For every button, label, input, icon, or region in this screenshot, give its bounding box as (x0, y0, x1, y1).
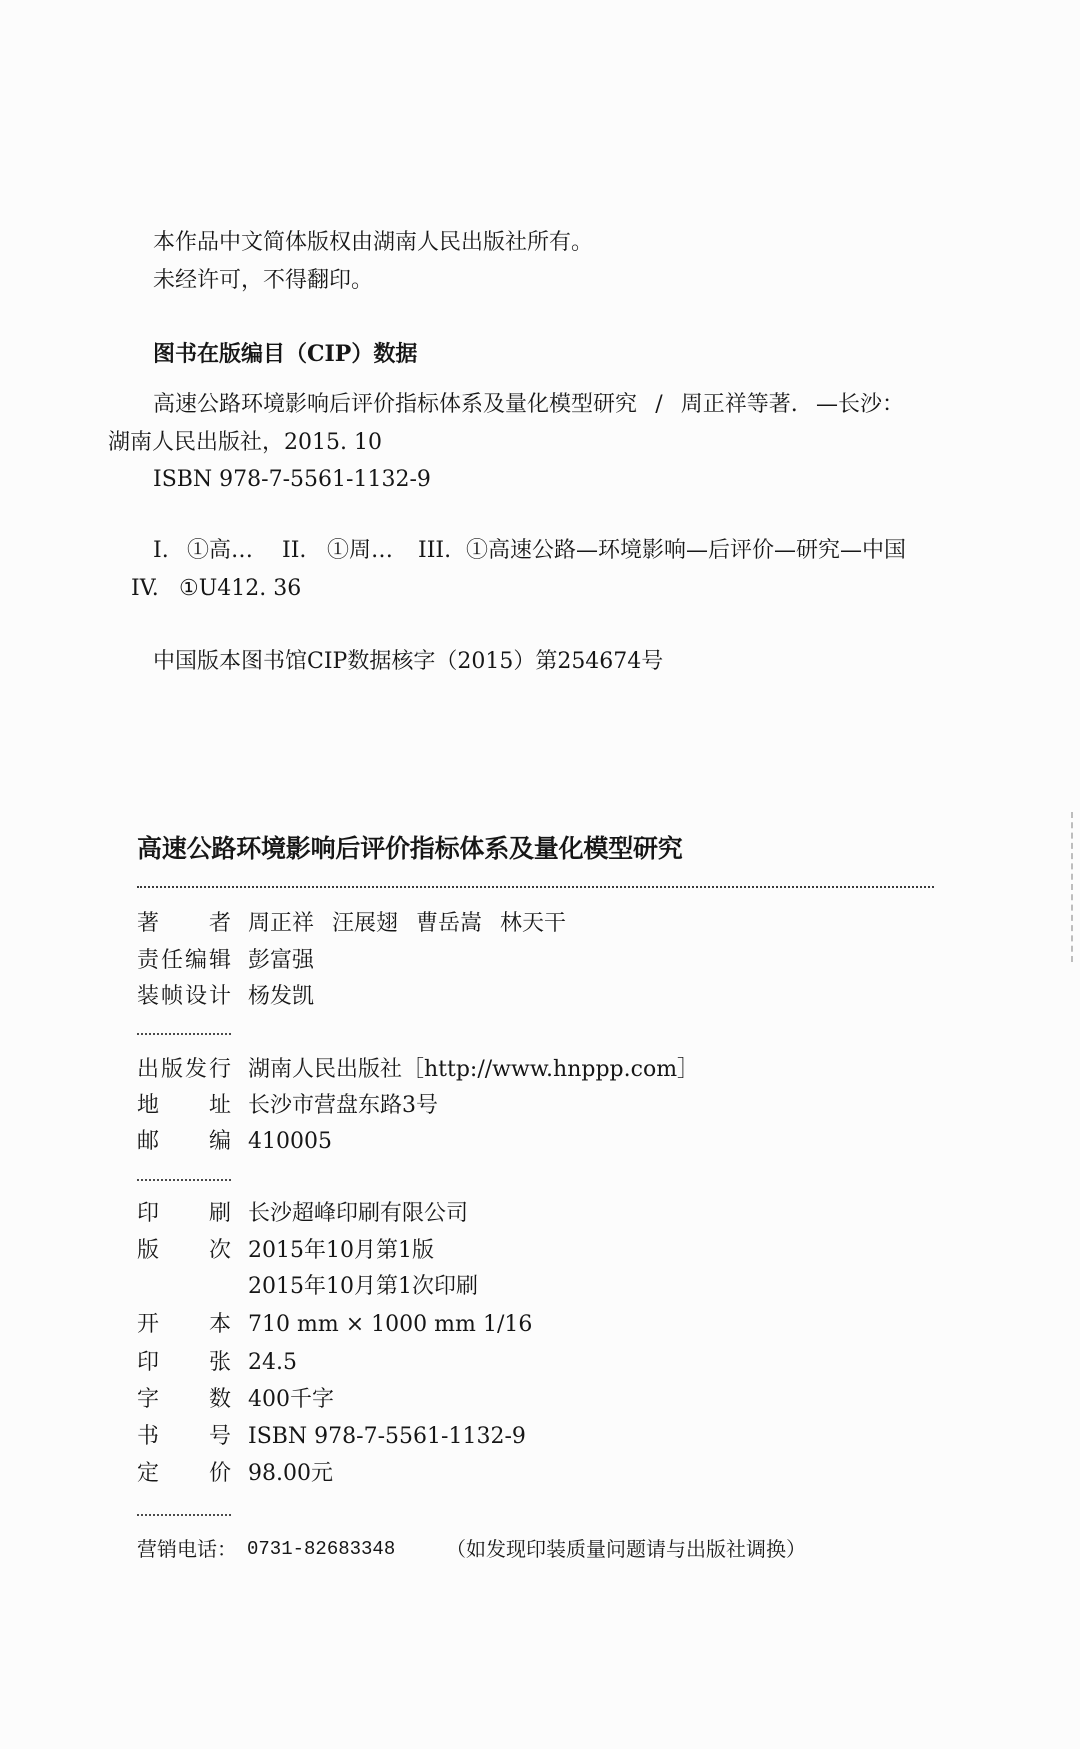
row-sheets (137, 1348, 937, 1378)
price-label: 定价 (137, 1461, 231, 1486)
designer-label: 装帧设计 (137, 984, 231, 1009)
cip-entry-author: 周正祥等著. (680, 392, 798, 417)
sheets-value: 24.5 (248, 1350, 297, 1375)
book-title: 高速公路环境影响后评价指标体系及量化模型研究 (137, 834, 683, 863)
cip-subjects-line (0, 536, 1000, 566)
row-printing (137, 1272, 937, 1302)
row-edition (137, 1236, 937, 1266)
book-number-value: ISBN 978-7-5561-1132-9 (248, 1424, 526, 1449)
row-distributor (137, 1055, 937, 1085)
cip-entry-title: 高速公路环境影响后评价指标体系及量化模型研究 (153, 392, 638, 417)
words-label: 字数 (137, 1387, 231, 1412)
postcode-value: 410005 (248, 1129, 332, 1154)
cip-heading: 图书在版编目（CIP）数据 (153, 341, 418, 367)
author-name: 曹岳嵩 (416, 911, 483, 936)
cip-entry-line (153, 390, 904, 420)
address-value: 长沙市营盘东路3号 (248, 1093, 438, 1118)
cip-entry-place: —长沙： (815, 392, 904, 417)
printing-value: 2015年10月第1次印刷 (248, 1274, 478, 1299)
cip-classification-text: ①U412. 36 (179, 576, 302, 601)
price-value: 98.00元 (248, 1461, 333, 1486)
row-format (137, 1310, 937, 1340)
distributor-value: 湖南人民出版社［http://www.hnppp.com］ (248, 1057, 700, 1082)
row-postcode (137, 1127, 937, 1157)
cip-subject-num-2: II. (282, 538, 307, 563)
row-price (137, 1459, 937, 1489)
sheets-label: 印张 (137, 1350, 231, 1375)
printer-value: 长沙超峰印刷有限公司 (248, 1201, 469, 1226)
format-label: 开本 (137, 1312, 231, 1337)
format-value: 710 mm × 1000 mm (248, 1312, 476, 1337)
row-book-number (137, 1422, 937, 1452)
author-name: 汪展翅 (332, 911, 399, 936)
editor-label: 责任编辑 (137, 948, 231, 973)
cip-subject-text-3: ①高速公路—环境影响—后评价—研究—中国 (466, 538, 907, 563)
cip-subject-num-1: I. (153, 538, 169, 563)
section-dotted-rule (137, 1514, 231, 1516)
authors-label: 著者 (137, 911, 231, 936)
phone-label: 营销电话： (137, 1537, 237, 1561)
printer-label: 印刷 (137, 1201, 231, 1226)
cip-subject-text-1: ①高… (187, 538, 254, 563)
cip-publisher-line: 湖南人民出版社，2015. 10 (108, 430, 382, 455)
section-dotted-rule (137, 1033, 231, 1035)
cip-classification-line (0, 574, 400, 604)
words-value: 400千字 (248, 1387, 334, 1412)
author-name: 周正祥 (248, 911, 315, 936)
book-number-label: 书号 (137, 1424, 231, 1449)
row-designer (137, 982, 937, 1012)
quality-note: （如发现印装质量问题请与出版社调换） (446, 1537, 806, 1561)
marketing-footer (137, 1534, 897, 1564)
title-dotted-rule (137, 886, 934, 888)
reproduction-notice: 未经许可，不得翻印。 (153, 268, 374, 293)
copyright-notice: 本作品中文简体版权由湖南人民出版社所有。 (153, 230, 594, 255)
address-label: 地址 (137, 1093, 231, 1118)
row-words (137, 1385, 937, 1415)
author-name: 林天干 (500, 911, 567, 936)
cip-entry-slash: / (655, 392, 663, 417)
phone-number: 0731-82683348 (247, 1538, 396, 1560)
scan-edge-marks (1071, 812, 1073, 962)
row-address (137, 1091, 937, 1121)
authors-list (248, 909, 566, 939)
cip-isbn: ISBN 978-7-5561-1132-9 (153, 467, 431, 492)
row-printer (137, 1199, 937, 1229)
format-fold-value: 1/16 (483, 1312, 533, 1337)
cip-record-number: 中国版本图书馆CIP数据核字（2015）第254674号 (153, 649, 664, 674)
row-authors (137, 909, 937, 939)
cip-subject-num-3: III. (418, 538, 452, 563)
designer-value: 杨发凯 (248, 984, 315, 1009)
cip-subject-text-2: ①周… (327, 538, 394, 563)
cip-classification-num: IV. (131, 576, 159, 601)
edition-label: 版次 (137, 1238, 231, 1263)
edition-value: 2015年10月第1版 (248, 1238, 434, 1263)
distributor-label: 出版发行 (137, 1057, 231, 1082)
row-editor (137, 946, 937, 976)
section-dotted-rule (137, 1179, 231, 1181)
editor-value: 彭富强 (248, 948, 315, 973)
postcode-label: 邮编 (137, 1129, 231, 1154)
